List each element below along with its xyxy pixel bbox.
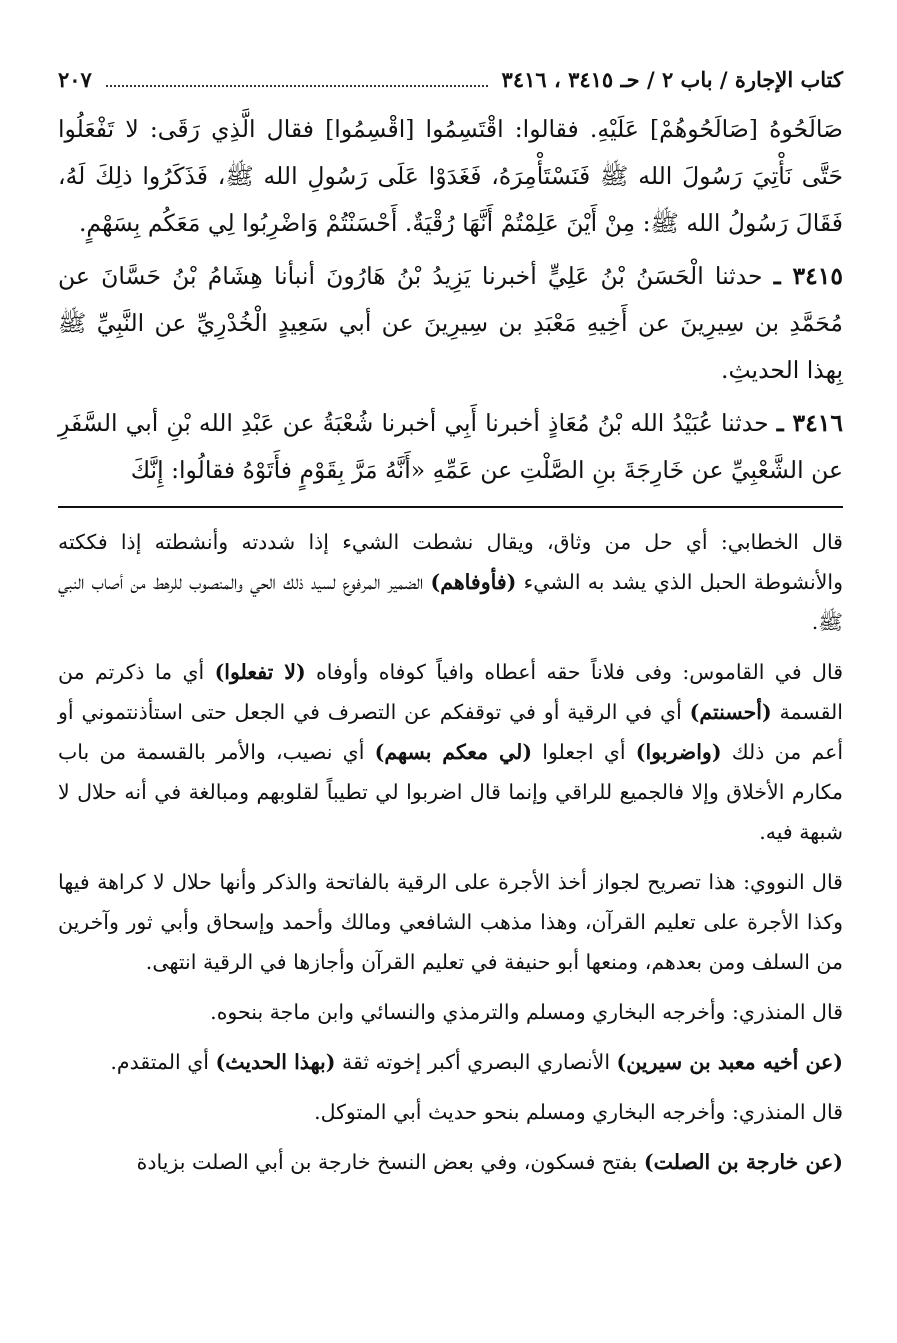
footnote-text: أي المتقدم. <box>110 1050 216 1074</box>
commented-term: ( لا تفعلوا ) <box>215 660 306 684</box>
main-text <box>58 106 843 494</box>
commented-term: ( واضربوا ) <box>636 740 722 764</box>
hadith-paragraph <box>58 253 843 394</box>
footnote-text: الضمير المرفوع لسيد ذلك الحي والمنصوب للرهط من أصاب النبي ﷺ. <box>58 570 843 634</box>
commented-term: ( أحسنتم ) <box>690 700 772 724</box>
footnote-paragraph <box>58 522 843 642</box>
footnote-text: أي اجعلوا <box>532 740 636 764</box>
footnote-text: قال في القاموس: وفى فلاناً حقه أعطاه وافياً كوفاه وأوفاه <box>305 660 843 684</box>
page-number: ٢٠٧ <box>58 67 92 92</box>
footnote-separator <box>58 506 843 508</box>
header-dotted-leader <box>106 85 488 87</box>
footnote-paragraph <box>58 1092 843 1132</box>
hadith-text: حدثنا الْحَسَنُ بْنُ عَلِيٍّ أخبرنا يَزِيدُ بْنُ هَارُونَ أنبأنا هِشَامُ بْنُ حَسَّانَ عن مُحَمَّدِ بن سِيرِينَ عن أَخِيهِ مَعْبَدِ بن سِيرِينَ عن أبي سَعِيدٍ الْخُدْرِيِّ عن النَّبِيِّ ﷺ بِهذا الحديثِ. <box>58 262 843 384</box>
commented-term: ( بهذا الحديث ) <box>216 1050 336 1074</box>
footnote-text: قال الخطابي: أي حل من وثاق، ويقال نشطت الشيء إذا شددته وأنشطته إذا فككته والأنشوطة الحبل الذي يشد به الشيء <box>58 530 843 594</box>
hadith-number: ٣٤١٦ ـ <box>776 409 843 437</box>
footnote-text: بفتح فسكون، وفي بعض النسخ خارجة بن أبي الصلت بزيادة <box>136 1150 644 1174</box>
commentary-footnotes <box>58 522 843 1182</box>
hadith-text: حدثنا عُبَيْدُ الله بْنُ مُعَاذٍ أخبرنا أَبِي أخبرنا شُعْبَةُ عن عَبْدِ الله بْنِ أبي السَّفَرِ عن الشَّعْبِيِّ عن خَارِجَةَ بنِ الصَّلْتِ عن عَمِّهِ «أَنَّهُ مَرَّ بِقَوْمٍ فأَتَوْهُ فقالُوا: إِنَّكَ <box>58 409 843 484</box>
commented-term: ( عن أخيه معبد بن سيرين ) <box>617 1050 843 1074</box>
footnote-text: أي ما ذكرتم من القسمة <box>58 660 843 724</box>
hadith-paragraph <box>58 400 843 494</box>
commented-term: ( عن خارجة بن الصلت ) <box>644 1150 843 1174</box>
footnote-text: أي في الرقية أو في توقفكم عن التصرف في الجعل حتى استأذنتموني أو أعم من ذلك <box>58 700 844 764</box>
commented-term: ( فأوفاهم ) <box>431 570 517 594</box>
header-title: كتاب الإجارة / باب ٢ / حـ ٣٤١٥ ، ٣٤١٦ <box>501 67 843 92</box>
footnote-paragraph <box>58 1042 843 1082</box>
commented-term: ( لي معكم بسهم ) <box>375 740 532 764</box>
footnote-text: قال المنذري: وأخرجه البخاري ومسلم والترمذي والنسائي وابن ماجة بنحوه. <box>210 1000 843 1024</box>
running-header <box>58 64 843 96</box>
footnote-paragraph <box>58 1142 843 1182</box>
footnote-paragraph <box>58 652 843 852</box>
hadith-number: ٣٤١٥ ـ <box>773 262 843 290</box>
footnote-paragraph <box>58 992 843 1032</box>
footnote-text: قال المنذري: وأخرجه البخاري ومسلم بنحو حديث أبي المتوكل. <box>314 1100 843 1124</box>
hadith-text: صَالَحُوهُ [صَالَحُوهُمْ] عَلَيْهِ. فقالوا: اقْتَسِمُوا [اقْسِمُوا] فقال الَّذِي رَقَى: لا تَفْعَلُوا حَتَّى نَأْتِيَ رَسُولَ الله ﷺ فَنَسْتَأْمِرَهُ، فَغَدَوْا عَلَى رَسُولِ الله ﷺ، فَذَكَرُوا ذلِكَ لَهُ، فَقَالَ رَسُولُ الله ﷺ: مِنْ أَيْنَ عَلِمْتُمْ أَنَّهَا رُقْيَةٌ. أَحْسَنْتُمْ وَاضْرِبُوا لِي مَعَكُم بِسَهْمٍ. <box>58 115 843 237</box>
main-paragraph <box>58 106 843 247</box>
footnote-text: الأنصاري البصري أكبر إخوته ثقة <box>335 1050 617 1074</box>
footnote-paragraph <box>58 862 843 982</box>
footnote-text: أي نصيب، والأمر بالقسمة من باب مكارم الأخلاق وإلا فالجميع للراقي وإنما قال اضربوا لي تطيباً لقلوبهم ومبالغة في أنه حلال لا شبهة فيه. <box>58 740 843 844</box>
footnote-text: قال النووي: هذا تصريح لجواز أخذ الأجرة على الرقية بالفاتحة والذكر وأنها حلال لا كراهة فيها وكذا الأجرة على تعليم القرآن، وهذا مذهب الشافعي ومالك وأحمد وإسحاق وأبي ثور وآخرين من السلف ومن بعدهم، ومنعها أبو حنيفة في تعليم القرآن وأجازها في الرقية انتهى. <box>58 870 843 974</box>
